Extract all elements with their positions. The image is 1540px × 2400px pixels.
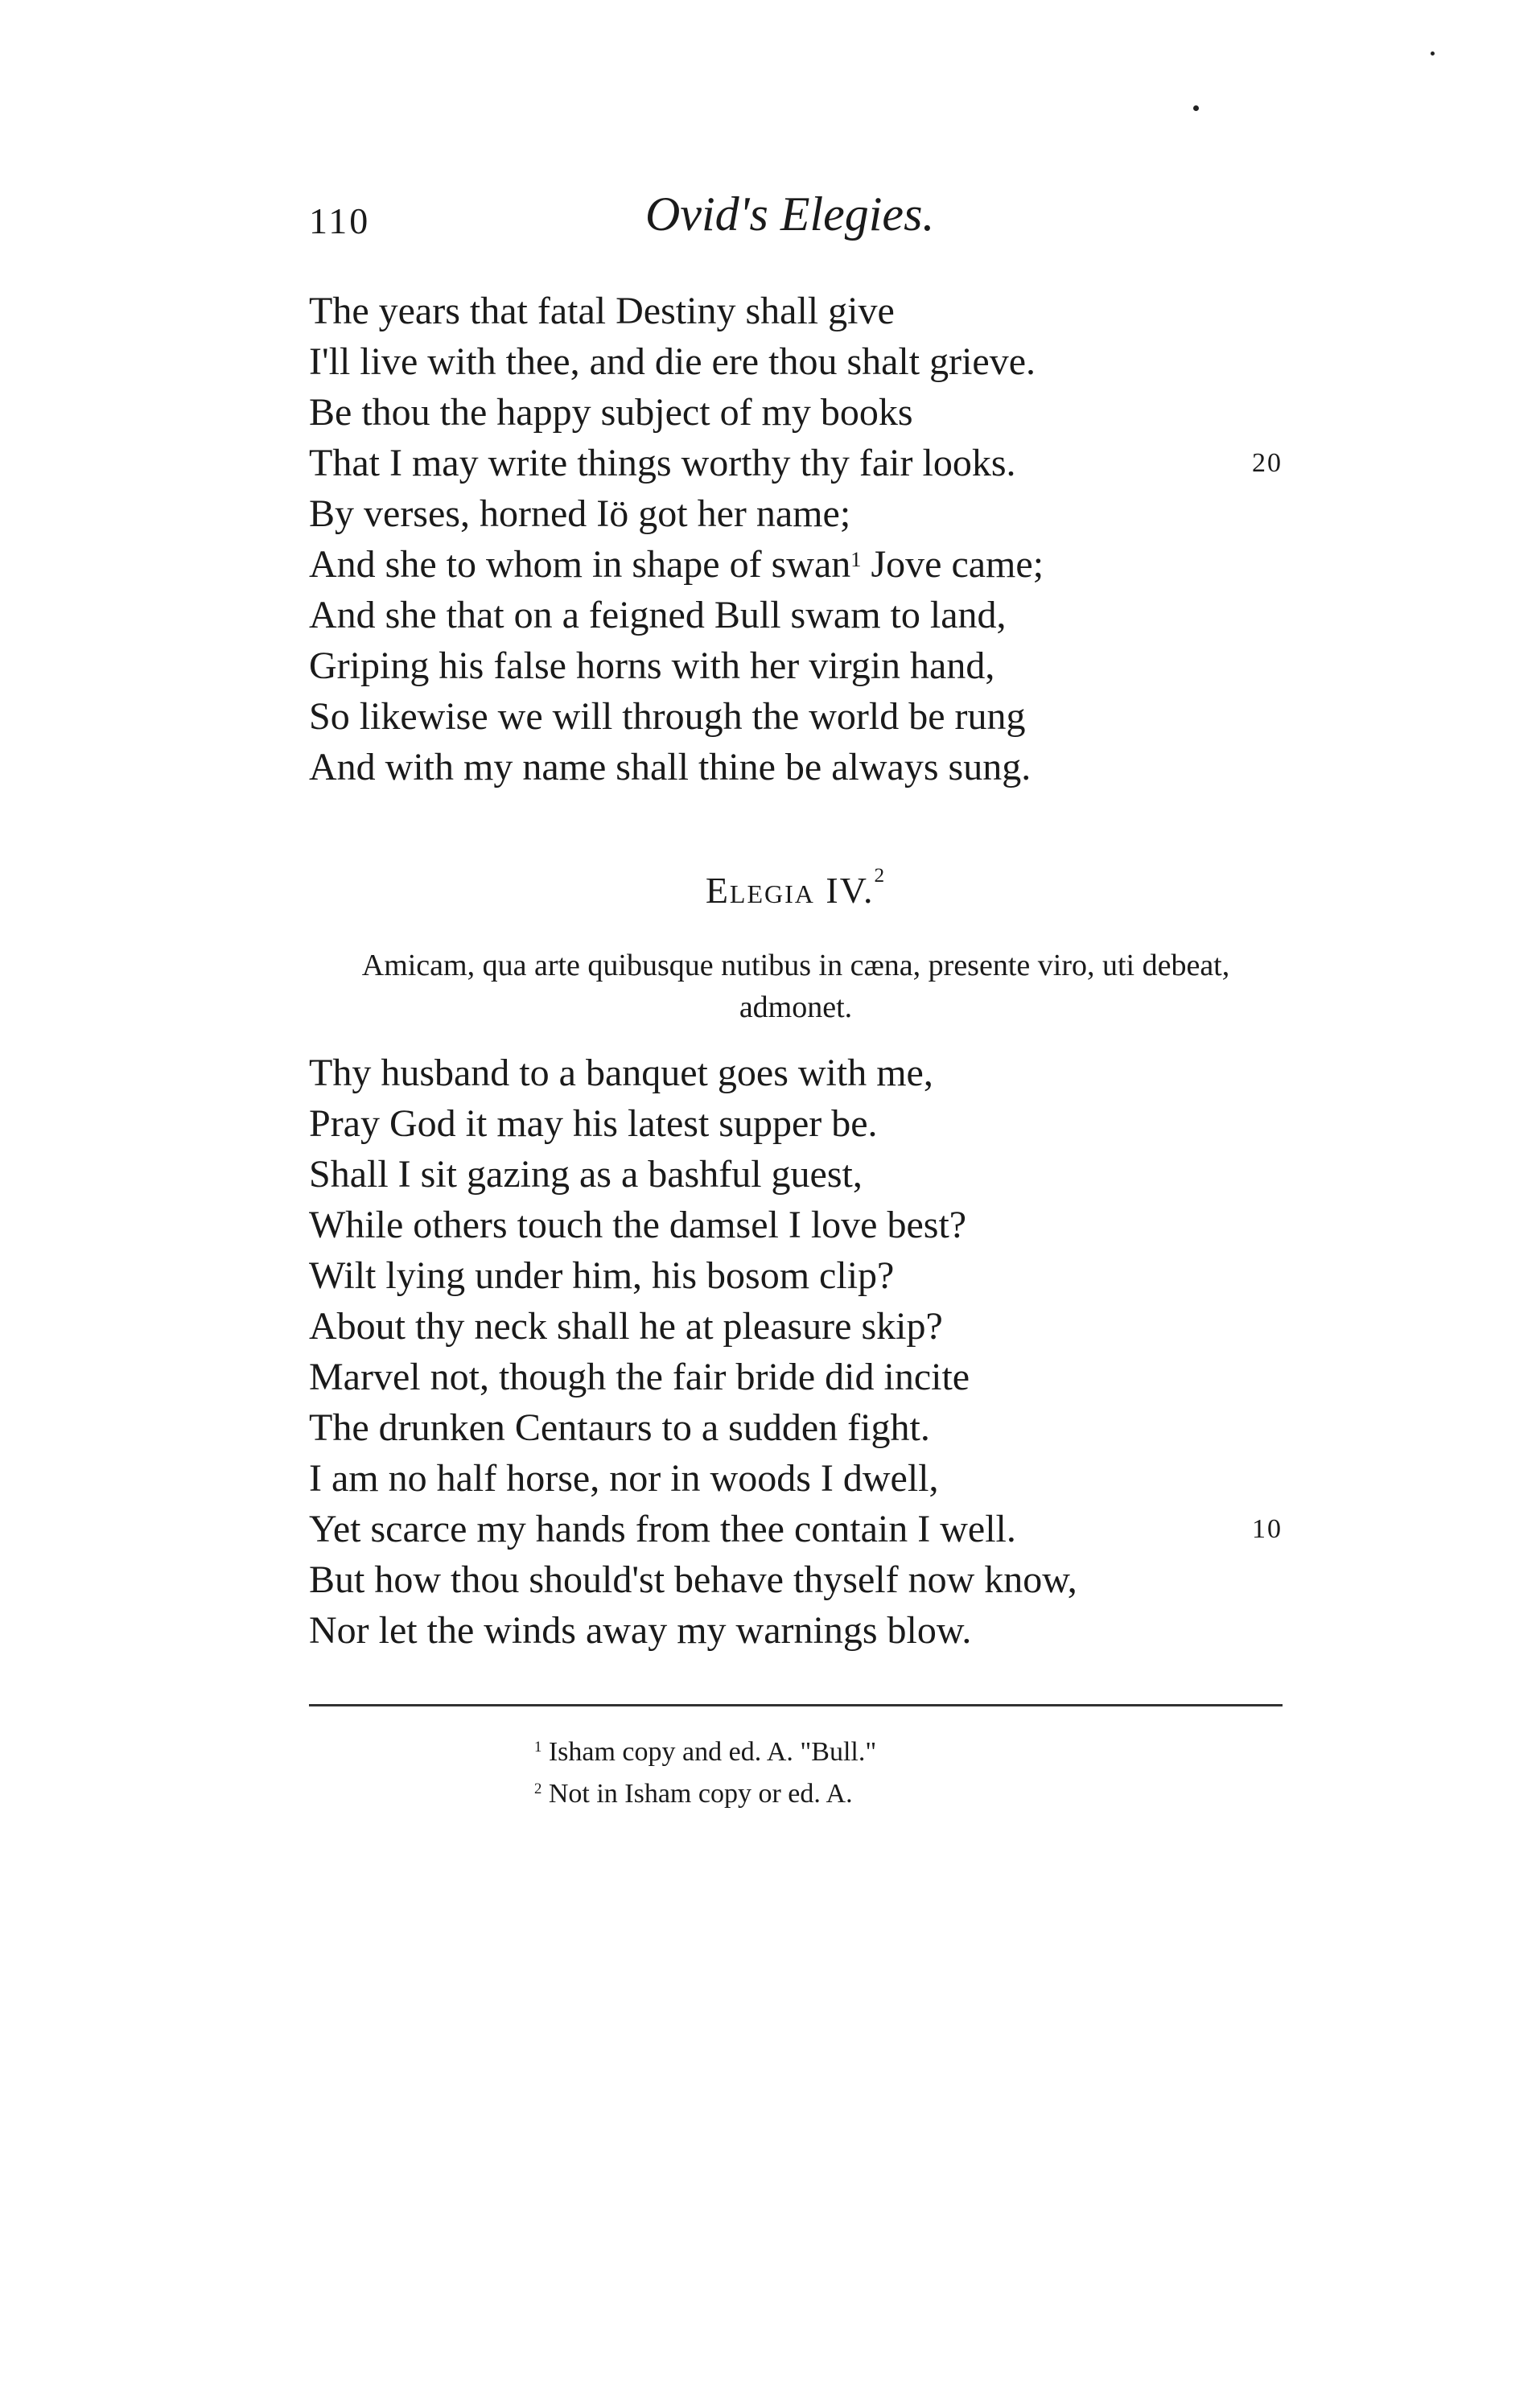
section-heading <box>309 864 1283 912</box>
verse-text: I'll live with thee, and die ere thou shalt grieve. <box>309 340 1036 383</box>
running-head <box>309 187 1283 251</box>
footnote-ref: 2 <box>874 864 887 887</box>
verse-text: About thy neck shall he at pleasure skip? <box>309 1305 943 1348</box>
page-number: 110 <box>309 200 371 241</box>
verse-line <box>309 539 1283 590</box>
verse-line <box>309 1554 1283 1605</box>
verse-text: Marvel not, though the fair bride did incite <box>309 1356 970 1398</box>
verse-text: Pray God it may his latest supper be. <box>309 1102 878 1145</box>
verse-line <box>309 1200 1283 1250</box>
verse-line <box>309 387 1283 438</box>
verse-line <box>309 336 1283 387</box>
verse-line <box>309 691 1283 742</box>
verse-text: Wilt lying under him, his bosom clip? <box>309 1254 895 1297</box>
print-speck <box>1193 105 1199 111</box>
footnote-text: Isham copy and ed. A. "Bull." <box>548 1737 877 1767</box>
verse-line <box>309 1250 1283 1301</box>
verse-line <box>309 1098 1283 1149</box>
verse-line <box>309 286 1283 336</box>
verse-line <box>309 1504 1283 1554</box>
verse-line <box>309 1402 1283 1453</box>
section-argument: Amicam, qua arte quibusque nutibus in cæna, presente viro, uti debeat, admonet. <box>361 949 1230 1024</box>
verse-text: The years that fatal Destiny shall give <box>309 290 895 332</box>
verse-line <box>309 1453 1283 1504</box>
footnote-marker: 2 <box>534 1780 542 1797</box>
verse-text: By verses, horned Iö got her name; <box>309 492 851 535</box>
line-number: 20 <box>1252 448 1283 478</box>
verse-line <box>309 1048 1283 1098</box>
verse-text: The drunken Centaurs to a sudden fight. <box>309 1406 930 1449</box>
verse-text-continued: Jove came; <box>861 543 1044 586</box>
footnotes <box>534 1731 1178 1815</box>
verse-line <box>309 488 1283 539</box>
verse-line <box>309 1149 1283 1200</box>
verse-line <box>309 438 1283 488</box>
verse-text: And she to whom in shape of swan <box>309 543 851 586</box>
footnote <box>534 1731 1178 1773</box>
verse-text: So likewise we will through the world be rung <box>309 695 1026 738</box>
verse-text: Griping his false horns with her virgin hand, <box>309 644 995 687</box>
verse-line <box>309 1301 1283 1352</box>
footnote <box>534 1773 1178 1815</box>
verse-line <box>309 590 1283 640</box>
verse-text: While others touch the damsel I love best? <box>309 1204 967 1246</box>
print-speck <box>1431 51 1435 56</box>
verse-line <box>309 1605 1283 1656</box>
verse-line <box>309 1352 1283 1402</box>
verse-text: Yet scarce my hands from thee contain I well. <box>309 1508 1016 1550</box>
verse-text: Thy husband to a banquet goes with me, <box>309 1052 933 1094</box>
verse-text: And with my name shall thine be always sung. <box>309 746 1031 788</box>
verse-text: Nor let the winds away my warnings blow. <box>309 1609 972 1652</box>
footnote-marker: 1 <box>534 1739 542 1756</box>
footnote-ref: 1 <box>850 547 862 571</box>
verse-text: And she that on a feigned Bull swam to land, <box>309 594 1007 636</box>
verse-line <box>309 640 1283 691</box>
footnote-text: Not in Isham copy or ed. A. <box>548 1779 853 1809</box>
section-heading-text: Elegia IV. <box>705 870 875 911</box>
line-number: 10 <box>1252 1514 1283 1544</box>
verse-block-bottom <box>309 1048 1283 1656</box>
footnote-rule <box>309 1704 1283 1706</box>
verse-text: But how thou should'st behave thyself now know, <box>309 1558 1077 1601</box>
verse-text: That I may write things worthy thy fair looks. <box>309 442 1016 484</box>
verse-line <box>309 742 1283 792</box>
verse-text: Shall I sit gazing as a bashful guest, <box>309 1153 863 1196</box>
verse-text: Be thou the happy subject of my books <box>309 391 913 434</box>
verse-block-top <box>309 286 1283 792</box>
verse-text: I am no half horse, nor in woods I dwell, <box>309 1457 939 1500</box>
book-title: Ovid's Elegies. <box>645 187 935 241</box>
